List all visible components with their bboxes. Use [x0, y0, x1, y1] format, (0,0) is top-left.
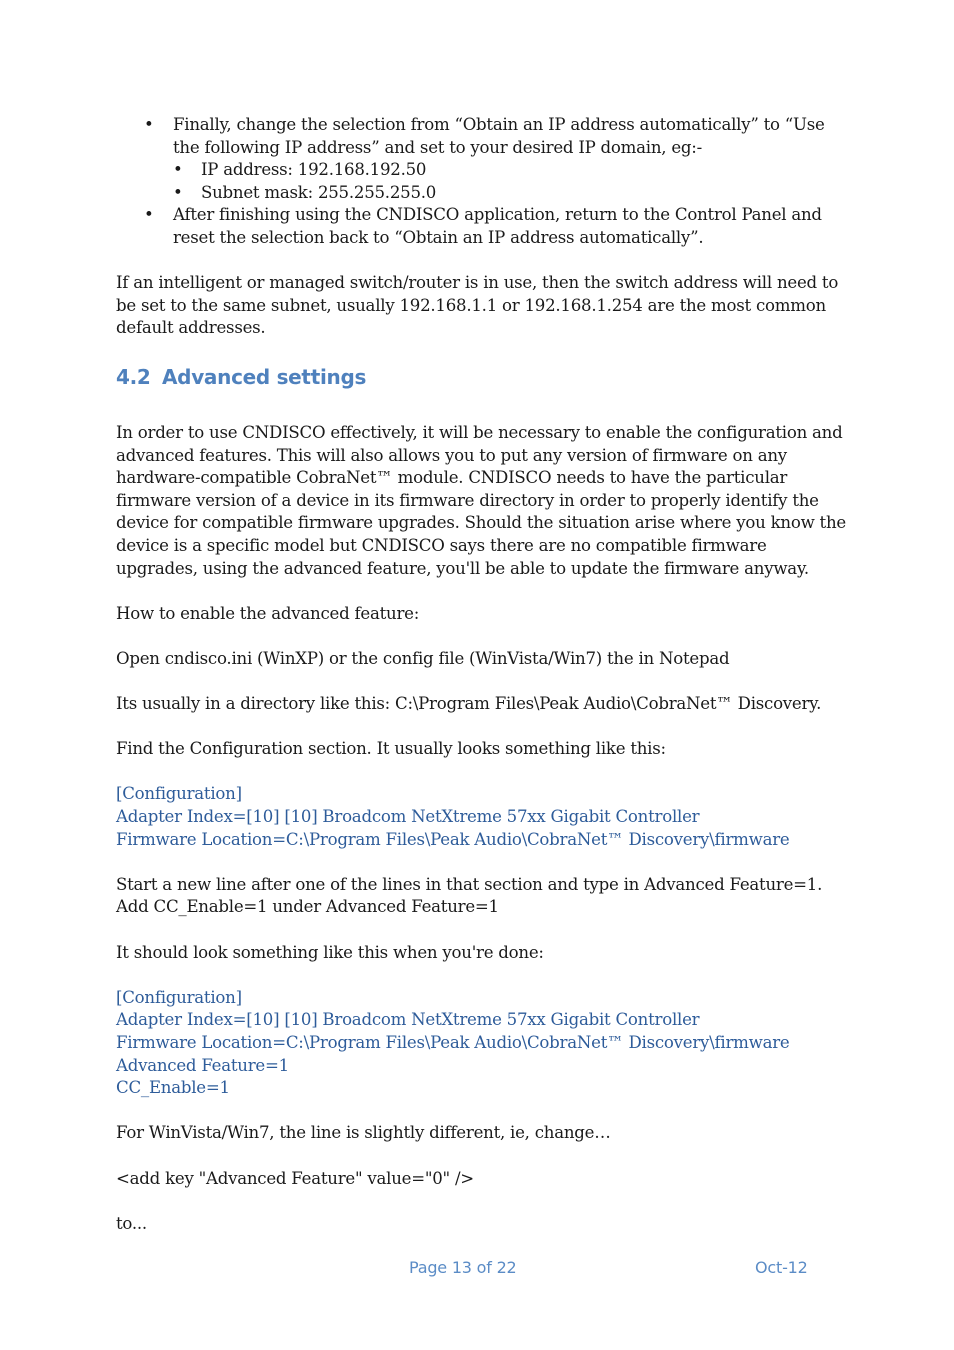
bullet-text-obtain-ip: Finally, change the selection from “Obtain an IP address automatically” to “Use the following IP address” and set to your desired IP domain, eg:-	[173, 115, 825, 157]
page-number: Page 13 of 22	[409, 1258, 517, 1277]
document-body	[116, 114, 846, 1235]
text-line: Start a new line after one of the lines in that section and type in Advanced Feature=1.	[116, 874, 823, 894]
bullet-text-reset: After finishing using the CNDISCO application, return to the Control Panel and reset the selection back to “Obtain an IP address automatically”.	[173, 205, 822, 247]
bullet-list	[116, 114, 846, 250]
code-block-original	[116, 783, 846, 851]
code-line: [Configuration]	[116, 987, 242, 1007]
sub-bullet-list	[173, 159, 846, 204]
section-title: Advanced settings	[162, 364, 367, 389]
code-line: CC_Enable=1	[116, 1078, 230, 1098]
code-line: Adapter Index=[10] [10] Broadcom NetXtreme 57xx Gigabit Controller	[116, 807, 700, 827]
paragraph-intro: In order to use CNDISCO effectively, it will be necessary to enable the configuration and advanced features. This will also allows you to put any version of firmware on any hardware-compatible CobraNet™ module. CNDISCO needs to have the particular firmware version of a device in its firmware directory in order to properly identify the device for compatible firmware upgrades. Should the situation arise where you know the device is a specific model but CNDISCO says there are no compatible firmware upgrades, using the advanced feature, you'll be able to update the firmware anyway.	[116, 422, 846, 578]
section-heading	[116, 362, 846, 392]
code-line: Firmware Location=C:\Program Files\Peak Audio\CobraNet™ Discovery\firmware	[116, 829, 790, 849]
paragraph-open: Open cndisco.ini (WinXP) or the config file (WinVista/Win7) the in Notepad	[116, 648, 730, 668]
section-number: 4.2	[116, 364, 151, 389]
list-item	[116, 204, 846, 249]
paragraph-to: to...	[116, 1213, 147, 1233]
paragraph-should: It should look something like this when you're done:	[116, 942, 544, 962]
list-item-ip-address: • IP address: 192.168.192.50	[173, 159, 846, 182]
list-item-subnet-mask: • Subnet mask: 255.255.255.0	[173, 182, 846, 205]
paragraph-how: How to enable the advanced feature:	[116, 603, 420, 623]
paragraph-key: <add key "Advanced Feature" value="0" />	[116, 1168, 474, 1188]
paragraph-directory: Its usually in a directory like this: C:\Program Files\Peak Audio\CobraNet™ Discovery.	[116, 694, 822, 714]
code-line: Firmware Location=C:\Program Files\Peak Audio\CobraNet™ Discovery\firmware	[116, 1032, 790, 1052]
paragraph-switch: If an intelligent or managed switch/router is in use, then the switch address will need to be set to the same subnet, usually 192.168.1.1 or 192.168.1.254 are the most common default addresses.	[116, 273, 839, 338]
code-line: Adapter Index=[10] [10] Broadcom NetXtreme 57xx Gigabit Controller	[116, 1010, 700, 1030]
footer-date: Oct-12	[755, 1258, 808, 1277]
text-line: Add CC_Enable=1 under Advanced Feature=1	[116, 897, 499, 917]
code-line: [Configuration]	[116, 784, 242, 804]
paragraph-find: Find the Configuration section. It usually looks something like this:	[116, 739, 666, 759]
page-footer	[0, 1258, 954, 1282]
paragraph-vista: For WinVista/Win7, the line is slightly different, ie, change…	[116, 1123, 611, 1143]
code-block-modified	[116, 987, 846, 1100]
paragraph-start	[116, 874, 846, 919]
code-line: Advanced Feature=1	[116, 1055, 289, 1075]
list-item	[116, 114, 846, 204]
